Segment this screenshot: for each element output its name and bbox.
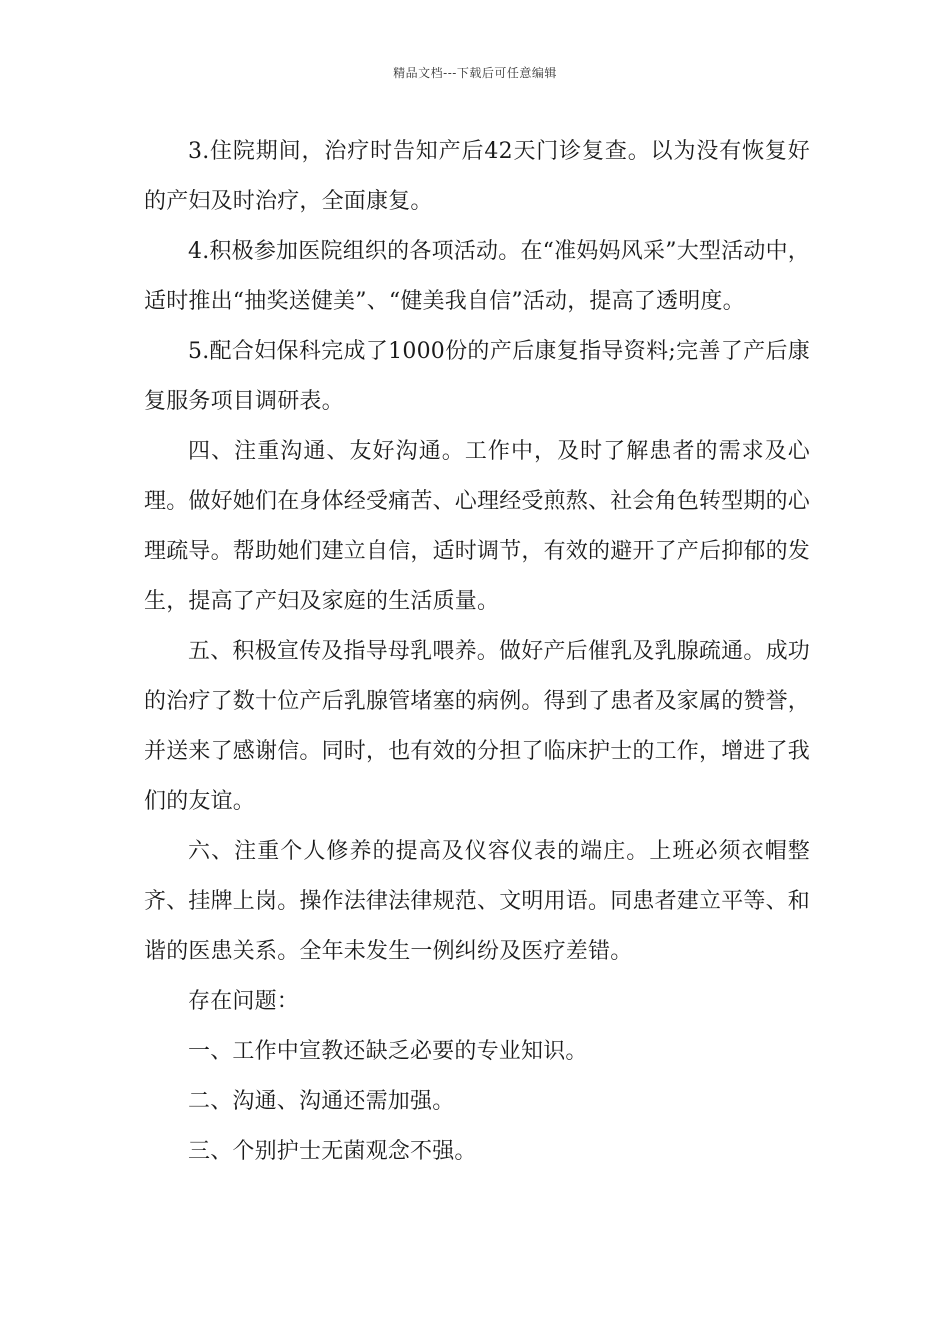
issue-item-3: 三、个别护士无菌观念不强。: [188, 1139, 477, 1164]
paragraph-6: 六、注重个人修养的提高及仪容仪表的端庄。上班必须衣帽整齐、挂牌上岗。操作法律法律规范、文明用语。同患者建立平等、和谐的医患关系。全年未发生一例纠纷及医疗差错。: [144, 839, 811, 964]
page-header: 精品文档---下载后可任意编辑: [393, 66, 557, 80]
paragraph-3: 5.配合妇保科完成了1000份的产后康复指导资料;完善了产后康复服务项目调研表。: [144, 339, 810, 414]
issue-item-1: 一、工作中宣教还缺乏必要的专业知识。: [188, 1039, 588, 1064]
paragraph-5: 五、积极宣传及指导母乳喂养。做好产后催乳及乳腺疏通。成功的治疗了数十位产后乳腺管堵塞的病例。得到了患者及家属的赞誉，并送来了感谢信。同时，也有效的分担了临床护士的工作，增进了我们的友谊。: [144, 639, 811, 814]
issue-item-2: 二、沟通、沟通还需加强。: [188, 1089, 455, 1114]
paragraph-1: 3.住院期间，治疗时告知产后42天门诊复查。以为没有恢复好的产妇及时治疗，全面康复。: [144, 139, 810, 214]
issues-heading: 存在问题：: [188, 989, 300, 1014]
document-body: [144, 127, 810, 1177]
paragraph-2: 4.积极参加医院组织的各项活动。在“准妈妈风采”大型活动中，适时推出“抽奖送健美”、“健美我自信”活动，提高了透明度。: [144, 239, 810, 314]
paragraph-4: 四、注重沟通、友好沟通。工作中，及时了解患者的需求及心理。做好她们在身体经受痛苦、心理经受煎熬、社会角色转型期的心理疏导。帮助她们建立自信，适时调节，有效的避开了产后抑郁的发生，提高了产妇及家庭的生活质量。: [144, 439, 811, 614]
